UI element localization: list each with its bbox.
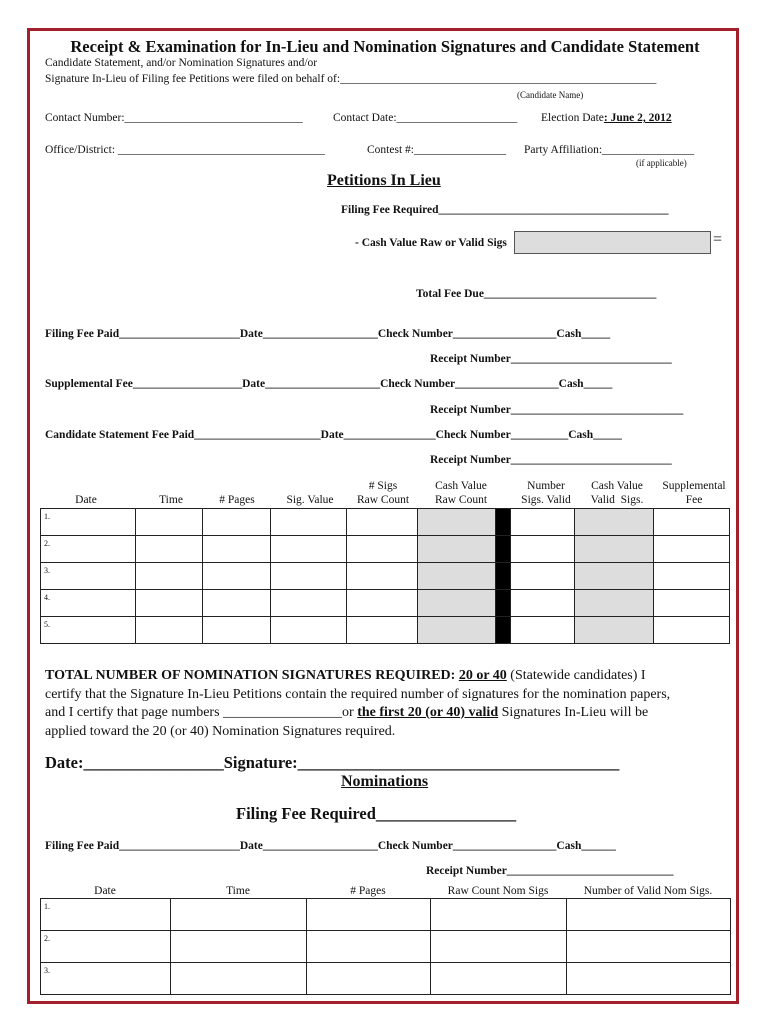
nominations-receipt-number[interactable]: Receipt Number_____________________________ [426, 865, 674, 877]
petition-log-cell[interactable] [203, 563, 271, 590]
nominations-log-cell[interactable] [567, 899, 731, 931]
totals-line-3a[interactable]: and I certify that page numbers _________________or [45, 705, 358, 720]
petition-log-cell[interactable] [511, 617, 575, 644]
t2-header-raw-count: Raw Count Nom Sigs [447, 885, 549, 897]
totals-value: 20 or 40 [458, 668, 507, 683]
if-applicable-caption: (if applicable) [636, 158, 687, 168]
petition-log-cell[interactable] [418, 536, 496, 563]
petition-log-cell[interactable] [418, 590, 496, 617]
petition-log-cell[interactable] [271, 536, 347, 563]
nominations-log-cell[interactable] [307, 931, 431, 963]
petition-log-cell[interactable] [136, 590, 203, 617]
nominations-log-row [41, 963, 731, 995]
candidate-statement-fee-row[interactable]: Candidate Statement Fee Paid______________________Date________________Check Number__________Cash_____ [45, 429, 622, 441]
petition-log-cell[interactable] [418, 617, 496, 644]
nominations-log-cell[interactable] [431, 899, 567, 931]
petition-log-cell[interactable] [136, 536, 203, 563]
nominations-filing-fee-paid-row[interactable]: Filing Fee Paid_____________________Date____________________Check Number__________________Cash______ [45, 840, 616, 852]
cash-value-label: - Cash Value Raw or Valid Sigs [355, 237, 507, 249]
petition-log-row [41, 509, 730, 536]
petition-log-cell[interactable] [203, 617, 271, 644]
petitions-heading: Petitions In Lieu [327, 172, 441, 189]
petition-log-cell[interactable] [271, 590, 347, 617]
petition-log-cell[interactable] [511, 563, 575, 590]
row-number: 3. [44, 566, 50, 575]
petition-log-cell[interactable] [347, 563, 418, 590]
header-line-2[interactable]: Signature In-Lieu of Filing fee Petitions were filed on behalf of:_______________________________________________________ [45, 73, 657, 85]
party-affiliation-field[interactable]: Party Affiliation:________________ [524, 144, 695, 156]
petition-log-cell[interactable] [575, 509, 654, 536]
petition-log-cell [496, 590, 511, 617]
contest-number-field[interactable]: Contest #:________________ [367, 144, 506, 156]
nominations-log-cell[interactable] [431, 931, 567, 963]
petition-log-cell[interactable] [271, 563, 347, 590]
petition-log-cell[interactable] [41, 617, 136, 644]
petition-log-cell[interactable] [136, 509, 203, 536]
petition-log-cell[interactable] [347, 590, 418, 617]
petition-log-cell[interactable] [136, 617, 203, 644]
nominations-heading: Nominations [341, 773, 429, 790]
t1-header-date: Date [75, 494, 97, 506]
nominations-log-cell[interactable] [171, 963, 307, 995]
petition-log-cell[interactable] [418, 509, 496, 536]
receipt-number-1-field[interactable]: Receipt Number____________________________ [430, 353, 672, 365]
row-number: 2. [44, 539, 50, 548]
petition-log-table [40, 508, 730, 644]
contact-date-field[interactable]: Contact Date:_____________________ [333, 112, 518, 124]
petition-log-cell[interactable] [271, 617, 347, 644]
petition-log-cell[interactable] [347, 617, 418, 644]
petition-log-cell[interactable] [347, 509, 418, 536]
receipt-number-3-field[interactable]: Receipt Number____________________________ [430, 454, 672, 466]
row-number: 3. [44, 966, 50, 975]
total-fee-due-field[interactable]: Total Fee Due______________________________ [416, 288, 657, 300]
petition-log-row [41, 590, 730, 617]
petition-log-cell [496, 536, 511, 563]
petition-log-cell[interactable] [654, 590, 730, 617]
petition-log-cell [496, 563, 511, 590]
petition-log-cell [496, 509, 511, 536]
nominations-log-row [41, 899, 731, 931]
petition-log-cell[interactable] [511, 536, 575, 563]
petition-log-cell[interactable] [41, 590, 136, 617]
petition-log-cell[interactable] [271, 509, 347, 536]
office-district-field[interactable]: Office/District: ____________________________________ [45, 144, 325, 156]
petition-log-row [41, 617, 730, 644]
t1-header-sigs-raw: # Sigs Raw Count [356, 480, 410, 506]
header-line-1: Candidate Statement, and/or Nomination Signatures and/or [45, 57, 318, 69]
contact-number-field[interactable]: Contact Number:_______________________________ [45, 112, 303, 124]
totals-statewide: (Statewide candidates) I [506, 668, 646, 683]
petition-log-cell[interactable] [654, 509, 730, 536]
date-signature-line[interactable]: Date:_________________Signature:_______________________________________ [45, 753, 620, 772]
petition-log-cell[interactable] [654, 563, 730, 590]
nominations-log-cell[interactable] [567, 931, 731, 963]
t1-header-cash-raw: Cash Value Raw Count [434, 480, 488, 506]
equals-sign: = [713, 231, 723, 248]
filing-fee-required-field[interactable]: Filing Fee Required________________________________________ [341, 204, 669, 216]
election-date-label: Election Date [541, 112, 604, 124]
petition-log-row [41, 536, 730, 563]
filing-fee-paid-row[interactable]: Filing Fee Paid_____________________Date____________________Check Number__________________Cash_____ [45, 328, 611, 340]
totals-line-3c: Signatures In-Lieu will be [498, 705, 649, 720]
nominations-log-cell[interactable] [431, 963, 567, 995]
petition-log-cell[interactable] [136, 563, 203, 590]
row-number: 5. [44, 620, 50, 629]
t2-header-date: Date [94, 885, 116, 897]
petition-log-cell[interactable] [41, 536, 136, 563]
election-date-value: : June 2, 2012 [603, 112, 672, 124]
petition-log-cell[interactable] [41, 563, 136, 590]
candidate-name-caption: (Candidate Name) [517, 90, 584, 100]
receipt-number-2-field[interactable]: Receipt Number______________________________ [430, 404, 684, 416]
t1-header-sig-value: Sig. Value [286, 494, 334, 506]
nominations-log-cell[interactable] [41, 931, 171, 963]
form-title: Receipt & Examination for In-Lieu and Nomination Signatures and Candidate Statement [70, 37, 700, 56]
t1-header-sigs-valid: Number Sigs. Valid [521, 480, 571, 506]
petition-log-cell[interactable] [347, 536, 418, 563]
nominations-log-table [40, 898, 731, 995]
petition-log-cell [496, 617, 511, 644]
t1-header-cash-valid: Cash Value Valid Sigs. [590, 480, 644, 506]
t2-header-valid-sigs: Number of Valid Nom Sigs. [583, 885, 713, 897]
nominations-log-cell[interactable] [41, 899, 171, 931]
petition-log-cell[interactable] [511, 590, 575, 617]
t1-header-pages: # Pages [219, 494, 255, 506]
t1-header-supplemental: Supplemental Fee [662, 480, 726, 506]
petition-log-row [41, 563, 730, 590]
row-number: 1. [44, 902, 50, 911]
petition-log-cell[interactable] [654, 536, 730, 563]
petition-log-cell[interactable] [575, 563, 654, 590]
petition-log-cell[interactable] [41, 509, 136, 536]
totals-heading: TOTAL NUMBER OF NOMINATION SIGNATURES REQUIRED: [45, 668, 456, 683]
nominations-log-cell[interactable] [171, 899, 307, 931]
petition-log-cell[interactable] [203, 536, 271, 563]
petition-log-cell[interactable] [575, 617, 654, 644]
totals-line-3b: the first 20 (or 40) valid [357, 705, 499, 720]
nominations-log-row [41, 931, 731, 963]
row-number: 4. [44, 593, 50, 602]
election-date-field [541, 112, 672, 124]
row-number: 1. [44, 512, 50, 521]
petition-log-cell[interactable] [203, 590, 271, 617]
totals-paragraph [45, 667, 735, 741]
petition-log-cell[interactable] [511, 509, 575, 536]
row-number: 2. [44, 934, 50, 943]
petition-log-cell[interactable] [418, 563, 496, 590]
t1-header-time: Time [159, 494, 183, 506]
nominations-log-cell[interactable] [307, 963, 431, 995]
nominations-log-cell[interactable] [171, 931, 307, 963]
supplemental-fee-row[interactable]: Supplemental Fee___________________Date____________________Check Number__________________Cash_____ [45, 378, 613, 390]
t2-header-pages: # Pages [350, 885, 386, 897]
cash-value-box[interactable] [514, 231, 711, 254]
petition-log-cell[interactable] [654, 617, 730, 644]
petition-log-cell[interactable] [575, 536, 654, 563]
totals-line-2: certify that the Signature In-Lieu Petitions contain the required number of signatures for the nomination papers, [45, 686, 671, 702]
totals-line-4: applied toward the 20 (or 40) Nomination Signatures required. [45, 723, 396, 739]
petition-log-cell[interactable] [575, 590, 654, 617]
petition-log-cell[interactable] [203, 509, 271, 536]
nominations-log-cell[interactable] [567, 963, 731, 995]
t2-header-time: Time [226, 885, 250, 897]
nominations-log-cell[interactable] [307, 899, 431, 931]
nominations-log-cell[interactable] [41, 963, 171, 995]
nominations-filing-fee-required[interactable]: Filing Fee Required_________________ [236, 804, 517, 823]
